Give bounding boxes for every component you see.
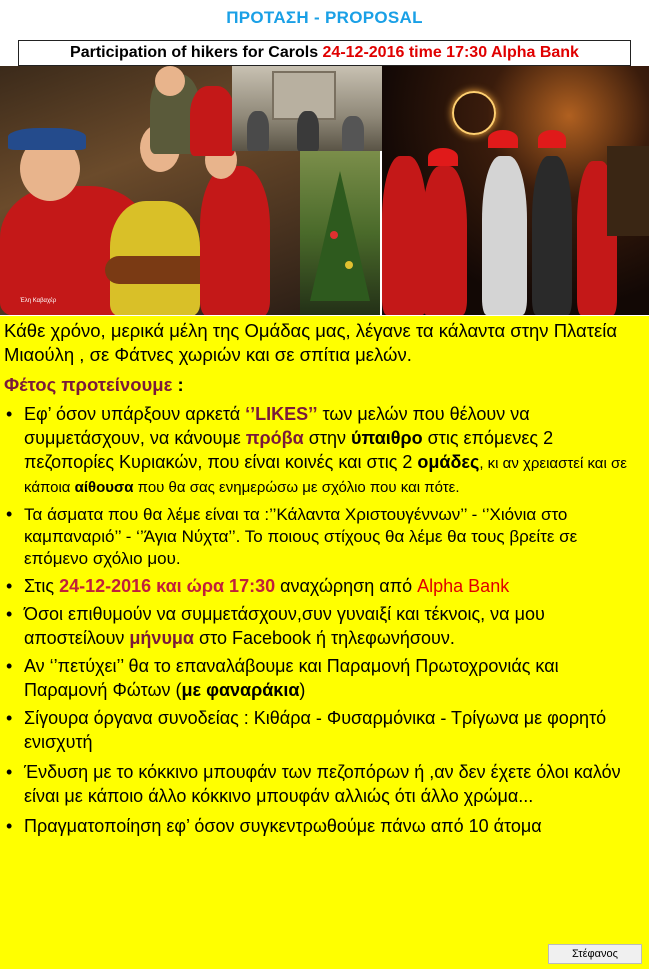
subtitle-box <box>18 40 631 66</box>
subtitle-text: Participation of hikers for Carols <box>70 44 323 61</box>
item-text: των μελών που θέλουν να συμμετάσχουν, να κάνουμε <box>24 404 530 448</box>
item-text: Τα άσματα που θα λέμε είναι τα :’’Κάλαντα Χριστουγέννων’’ - ‘’Χιόνια στο καμπαναριό’’ - ‘’Άγια Νύχτα’’. Το ποιους στίχους θα λέμε θα τους βρείτε σε επόμενο σχόλιο μου. <box>24 505 578 568</box>
subtitle-date: 24-12-2016 time 17:30 Alpha Bank <box>322 44 579 61</box>
ornament-icon <box>330 231 338 239</box>
nativity-scene-icon <box>607 146 649 236</box>
photo-tree <box>300 151 380 315</box>
person-dark-jacket <box>532 156 572 315</box>
list-item <box>0 504 640 570</box>
cap-icon <box>8 128 86 150</box>
item-text: Πραγματοποίηση εφ’ όσον συγκεντρωθούμε πάνω από 10 άτομα <box>24 816 542 836</box>
item-highlight: ‘’LIKES’’ <box>245 404 318 424</box>
lead-text <box>4 374 184 396</box>
item-text: Ένδυση με το κόκκινο μπουφάν των πεζοπόρων ή ,αν δεν έχετε όλοι καλόν είναι με κάποιο άλλο κόκκινο μπουφάν αλλιώς ότι άλλο χρώμα... <box>24 762 621 806</box>
person-background <box>342 116 364 151</box>
item-text: αναχώρηση από <box>275 576 418 596</box>
signature: Στέφανος <box>548 944 642 964</box>
item-text: στο Facebook ή τηλεφωνήσουν. <box>194 628 455 648</box>
item-text: Όσοι επιθυμούν να συμμετάσχουν,συν γυναιξί και τέκνοις, να μου αποστείλουν <box>24 604 545 648</box>
item-text: στις επόμενες 2 πεζοπορίες Κυριακών, που είναι κοινές και στις 2 <box>24 428 554 472</box>
santa-hat-icon <box>538 130 566 148</box>
list-item <box>0 574 640 598</box>
list-item <box>0 706 640 754</box>
christmas-tree-icon <box>310 171 370 301</box>
list-item <box>0 602 640 650</box>
item-text: Σίγουρα όργανα συνοδείας : Κιθάρα - Φυσαρμόνικα - Τρίγωνα με φορητό ενισχυτή <box>24 708 607 752</box>
person-red-jacket <box>422 166 467 315</box>
list-item <box>0 654 640 702</box>
item-highlight: ομάδες <box>417 452 480 472</box>
intro-text: Κάθε χρόνο, μερικά μέλη της Ομάδας μας, λέγανε τα κάλαντα στην Πλατεία Μιαούλη , σε Φάτνες χωριών και σε σπίτια μελών. <box>4 320 618 365</box>
proposal-body <box>0 316 649 969</box>
item-text: που θα σας ενημερώσω με σχόλιο που και πότε. <box>133 479 460 496</box>
photo-credit: Έλη Καβαχέρ <box>20 298 57 304</box>
person-head <box>155 66 185 96</box>
item-highlight: Alpha Bank <box>417 576 510 596</box>
item-text: Στις <box>24 576 60 596</box>
ornament-icon <box>345 261 353 269</box>
person-background <box>247 111 269 151</box>
item-highlight: αίθουσα <box>74 479 134 496</box>
item-highlight: με φαναράκια <box>181 680 300 700</box>
guitar-icon <box>105 256 215 284</box>
item-text: Αν ‘’πετύχει’’ θα το επαναλάβουμε και Παραμονή Πρωτοχρονιάς και Παραμονή Φώτων ( <box>24 656 559 700</box>
item-text: ) <box>299 680 306 700</box>
item-text: στην <box>303 428 351 448</box>
lead-suffix: : <box>172 374 184 395</box>
item-highlight: ύπαιθρο <box>350 428 423 448</box>
person-red-jacket <box>382 156 427 315</box>
item-highlight: μήνυμα <box>129 628 194 648</box>
item-text: Εφ’ όσον υπάρξουν αρκετά <box>24 404 246 424</box>
person-white-shirt <box>482 156 527 315</box>
person-background <box>297 111 319 151</box>
list-item <box>0 402 640 498</box>
item-highlight: πρόβα <box>245 428 304 448</box>
photo-night-carols <box>382 66 649 315</box>
list-item <box>0 814 640 838</box>
photo-collage <box>0 66 649 315</box>
person-red-jacket <box>190 86 235 156</box>
item-highlight: 24-12-2016 και ώρα 17:30 <box>59 576 276 596</box>
item-text: , κι αν χρειαστεί και σε κάποια <box>24 455 627 496</box>
photo-square <box>232 66 382 151</box>
santa-hat-icon <box>488 130 518 148</box>
lead-label: Φέτος προτείνουμε <box>4 374 173 395</box>
page-title: ΠΡΟΤΑΣΗ - PROPOSAL <box>226 8 423 27</box>
list-item <box>0 760 640 808</box>
angel-light-icon <box>452 91 496 135</box>
santa-hat-icon <box>428 148 458 166</box>
proposal-list <box>0 402 640 838</box>
person-red-jacket <box>200 166 270 315</box>
